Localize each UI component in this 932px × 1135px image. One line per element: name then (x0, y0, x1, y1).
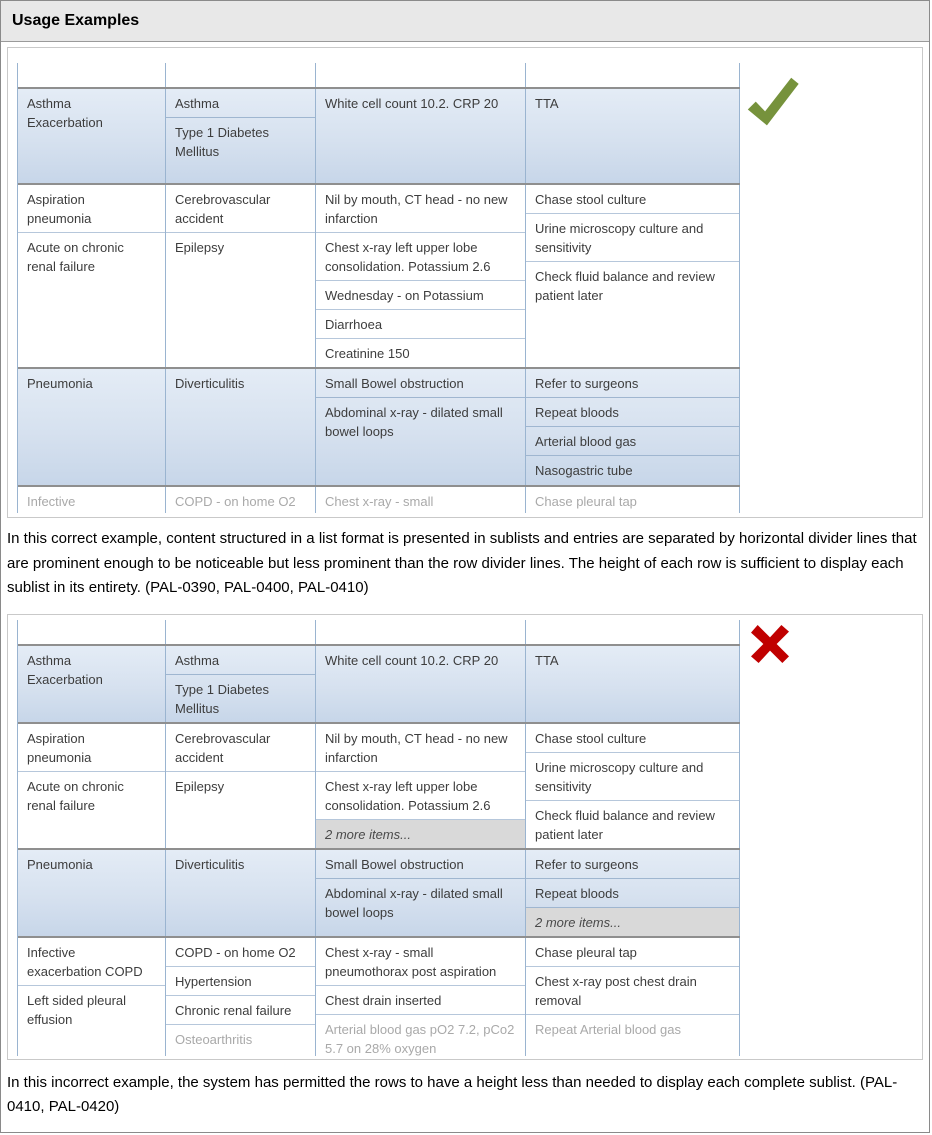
page-title: Usage Examples (12, 12, 140, 29)
sublist-item: Asthma Exacerbation (27, 96, 103, 130)
sublist-item: Chest x-ray left upper lobe consolidation. Potassium 2.6 (316, 771, 525, 819)
table-cell (166, 89, 316, 183)
sublist-item: Chase pleural tap (535, 944, 637, 960)
sublist-item: Left sided pleural effusion (18, 985, 165, 1033)
example-table (17, 63, 740, 513)
table-cell (166, 850, 316, 936)
sublist-item: Diverticulitis (175, 376, 245, 391)
sublist-item: Repeat bloods (526, 397, 739, 426)
table-row (18, 646, 740, 724)
table-row (18, 724, 740, 850)
table-cell (18, 185, 166, 367)
table-cell (526, 89, 740, 183)
sublist-item: Epilepsy (166, 232, 315, 261)
table-cell (316, 938, 526, 1056)
sublist-item: Pneumonia (27, 376, 93, 391)
table-row (18, 63, 740, 89)
sublist-item: Aspiration pneumonia (27, 730, 92, 765)
incorrect-example-image (7, 614, 923, 1060)
sublist-item: Acute on chronic renal failure (18, 771, 165, 819)
table-cell (18, 620, 166, 644)
table-cell (316, 89, 526, 183)
table-cell (526, 369, 740, 485)
incorrect-example-caption: In this incorrect example, the system has permitted the rows to have a height less than needed to display each complete sublist. (PAL-0410, PAL-0420) (7, 1073, 898, 1115)
table-row (18, 620, 740, 646)
sublist-item: Chase stool culture (535, 192, 647, 207)
sublist-item: Nil by mouth, CT head - no new infarction (325, 730, 508, 765)
table-cell (316, 185, 526, 367)
table-cell (166, 938, 316, 1056)
sublist-item: Hypertension (166, 966, 315, 995)
sublist-item: Chest x-ray left upper lobe consolidation. Potassium 2.6 (316, 232, 525, 280)
sublist-item: Refer to surgeons (535, 376, 639, 391)
sublist-item: Acute on chronic renal failure (18, 232, 165, 280)
table-cell (316, 63, 526, 87)
sublist-item: Repeat Arterial blood gas (526, 1014, 739, 1043)
more-items-indicator: 2 more items... (316, 819, 525, 848)
table-cell (316, 620, 526, 644)
table-cell (166, 487, 316, 513)
sublist-item: Chest x-ray - small pneumothorax post aspiration (325, 944, 497, 979)
table-row (18, 487, 740, 513)
sublist-item: Diverticulitis (175, 856, 245, 872)
table-cell (526, 487, 740, 513)
sublist-item: Repeat bloods (526, 878, 739, 907)
sublist-item: Type 1 Diabetes Mellitus (166, 117, 315, 165)
sublist-item: Arterial blood gas pO2 7.2, pCo2 5.7 on 28% oxygen (316, 1014, 525, 1056)
table-cell (18, 89, 166, 183)
sublist-item: TTA (535, 652, 559, 668)
table-row (18, 89, 740, 185)
table-cell (526, 620, 740, 644)
table-row (18, 938, 740, 1056)
sublist-item: Chase pleural tap (535, 494, 637, 509)
correct-example-caption: In this correct example, content structured in a list format is presented in sublists and entries are separated by horizontal divider lines that are prominent enough to be noticeable but less prominent than the row divider lines. The height of each row is sufficient to display each sublist in its entirety. (PAL-0390, PAL-0400, PAL-0410) (7, 530, 917, 596)
table-cell (316, 850, 526, 936)
sublist-item: Refer to surgeons (535, 856, 639, 872)
sublist-item: TTA (535, 96, 559, 111)
table-cell (316, 487, 526, 513)
sublist-item: Abdominal x-ray - dilated small bowel loops (316, 878, 525, 926)
example-table (17, 620, 740, 1056)
table-cell (526, 938, 740, 1056)
table-cell (526, 63, 740, 87)
table-cell (316, 646, 526, 722)
sublist-item: White cell count 10.2. CRP 20 (325, 96, 499, 111)
table-row (18, 369, 740, 487)
sublist-item: Nil by mouth, CT head - no new infarction (325, 192, 508, 226)
sublist-item: Arterial blood gas (526, 426, 739, 455)
table-cell (166, 724, 316, 848)
section-header (1, 1, 929, 42)
sublist-item: Creatinine 150 (316, 338, 525, 367)
sublist-item: Type 1 Diabetes Mellitus (166, 674, 315, 722)
sublist-item: Chase stool culture (535, 730, 647, 746)
sublist-item: Abdominal x-ray - dilated small bowel loops (316, 397, 525, 445)
table-cell (18, 938, 166, 1056)
table-row (18, 850, 740, 938)
table-cell (18, 646, 166, 722)
sublist-item: Chest x-ray post chest drain removal (526, 966, 739, 1014)
sublist-item: Aspiration pneumonia (27, 192, 92, 226)
sublist-item: Chronic renal failure (166, 995, 315, 1024)
sublist-item: Chest x-ray - small (325, 494, 434, 509)
sublist-item: Check fluid balance and review patient later (526, 800, 739, 848)
sublist-item: Asthma (175, 652, 220, 668)
cross-icon (751, 624, 789, 664)
sublist-item: Check fluid balance and review patient later (526, 261, 739, 309)
table-cell (316, 369, 526, 485)
sublist-item: White cell count 10.2. CRP 20 (325, 652, 499, 668)
sublist-item: Asthma (175, 96, 220, 111)
sublist-item: Infective (27, 494, 76, 509)
sublist-item: Urine microscopy culture and sensitivity (526, 752, 739, 800)
table-cell (526, 724, 740, 848)
sublist-item: Epilepsy (166, 771, 315, 800)
sublist-item: Osteoarthritis (166, 1024, 315, 1053)
check-icon (745, 74, 801, 132)
sublist-item: Wednesday - on Potassium (316, 280, 525, 309)
sublist-item: Nasogastric tube (526, 455, 739, 484)
table-cell (18, 487, 166, 513)
sublist-item: COPD - on home O2 (175, 944, 296, 960)
table-row (18, 185, 740, 369)
sublist-item: Small Bowel obstruction (325, 376, 464, 391)
table-cell (166, 646, 316, 722)
table-cell (18, 850, 166, 936)
sublist-item: COPD - on home O2 (175, 494, 296, 509)
table-cell (18, 369, 166, 485)
table-cell (316, 724, 526, 848)
sublist-item: Asthma Exacerbation (27, 652, 103, 687)
sublist-item: Small Bowel obstruction (325, 856, 464, 872)
sublist-item: Chest drain inserted (316, 985, 525, 1014)
sublist-item: Infective exacerbation COPD (27, 944, 143, 979)
sublist-item: Cerebrovascular accident (175, 730, 271, 765)
sublist-item: Diarrhoea (316, 309, 525, 338)
table-cell (526, 850, 740, 936)
table-cell (526, 185, 740, 367)
sublist-item: Urine microscopy culture and sensitivity (526, 213, 739, 261)
table-cell (166, 185, 316, 367)
table-cell (526, 646, 740, 722)
table-cell (18, 63, 166, 87)
sublist-item: Pneumonia (27, 856, 93, 872)
table-cell (166, 63, 316, 87)
more-items-indicator: 2 more items... (526, 907, 739, 936)
sublist-item: Cerebrovascular accident (175, 192, 271, 226)
table-cell (166, 620, 316, 644)
table-cell (166, 369, 316, 485)
correct-example-image (7, 47, 923, 518)
table-cell (18, 724, 166, 848)
